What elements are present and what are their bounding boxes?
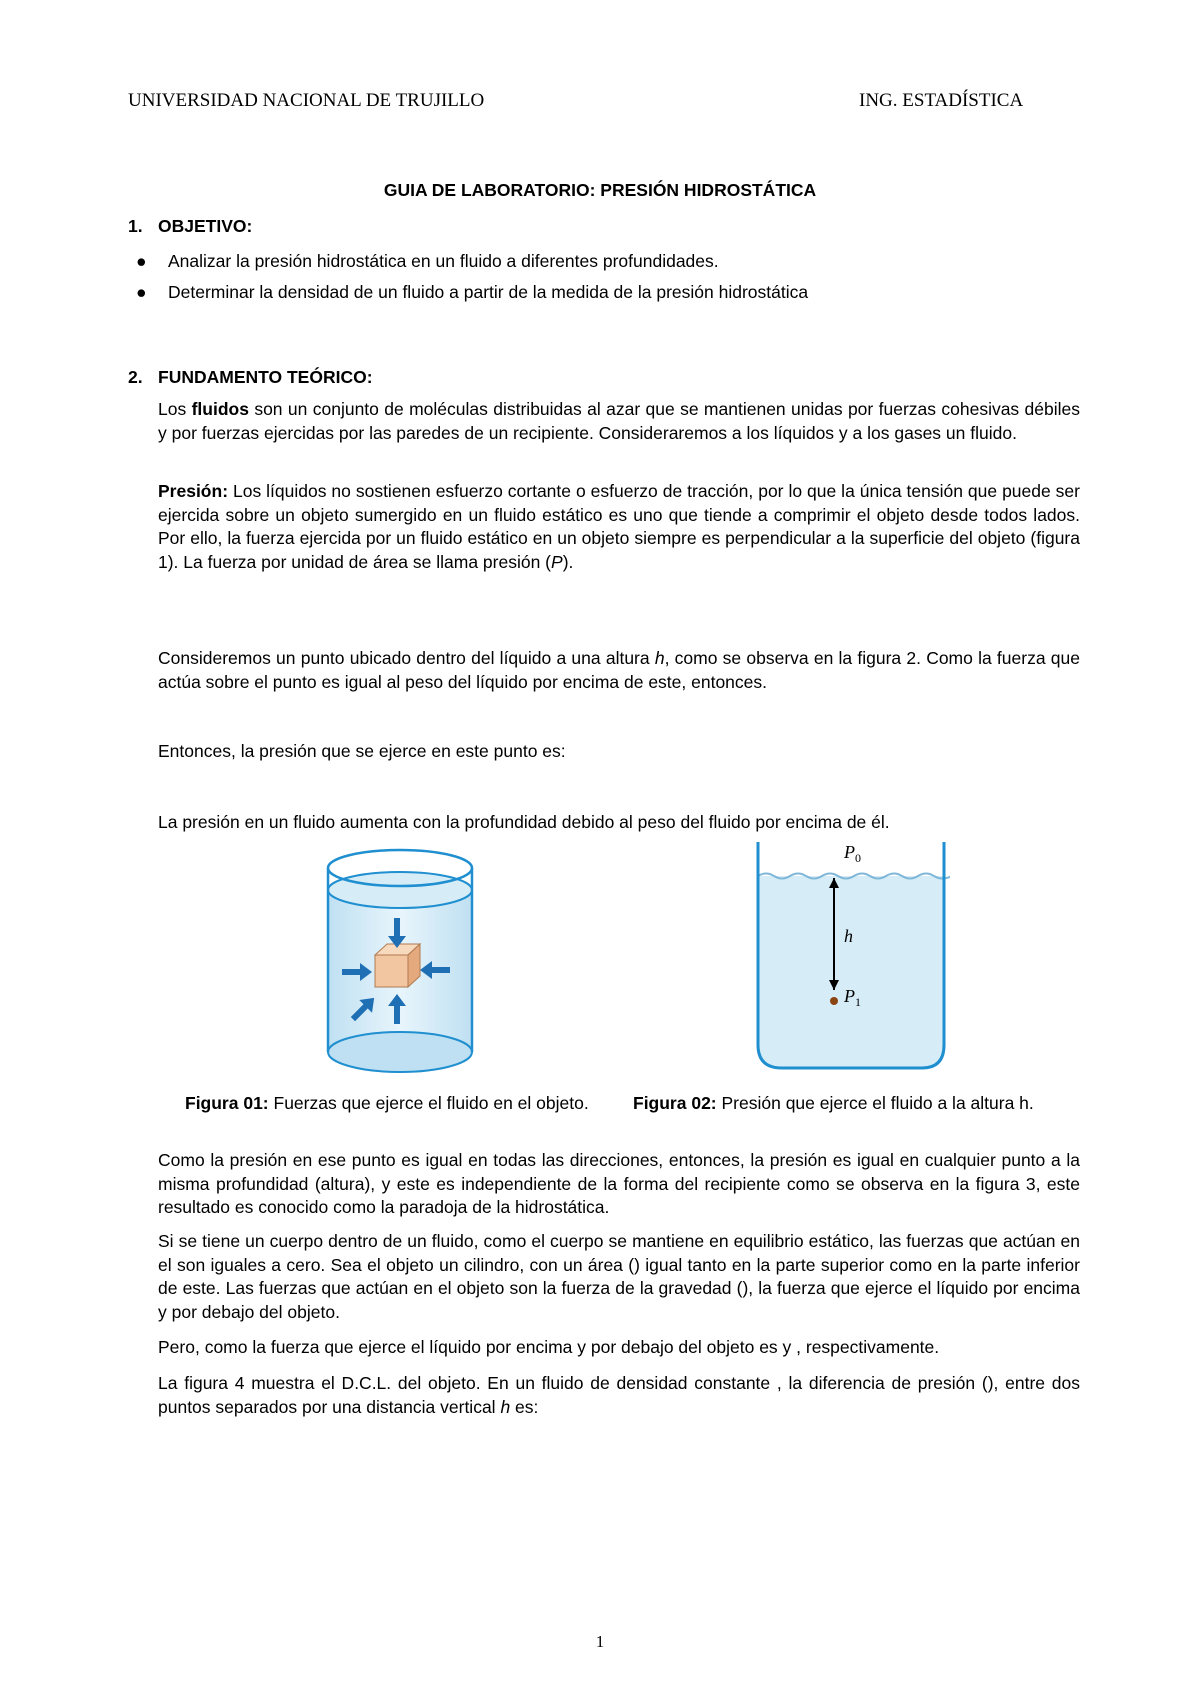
paragraph-altura: Consideremos un punto ubicado dentro del líquido a una altura h, como se observa en la figura 2. Como la fuerza que actúa sobre el punto es igual al peso del líquido por encima de este, entonces. bbox=[158, 648, 1080, 692]
header-program: ING. ESTADÍSTICA bbox=[859, 90, 1024, 111]
section-fundamento-heading bbox=[128, 367, 373, 388]
arrow-bottom bbox=[394, 1004, 400, 1024]
arrow-right bbox=[430, 967, 450, 973]
paragraph-fuerzas: Pero, como la fuerza que ejerce el líquido por encima y por debajo del objeto es y , respectivamente. bbox=[158, 1337, 940, 1357]
header-institution: UNIVERSIDAD NACIONAL DE TRUJILLO bbox=[128, 90, 485, 111]
paragraph-presion-punto: Entonces, la presión que se ejerce en este punto es: bbox=[158, 741, 566, 761]
arrow-top bbox=[394, 918, 400, 938]
page-title: GUIA DE LABORATORIO: PRESIÓN HIDROSTÁTICA bbox=[383, 180, 817, 200]
paragraph-paradoja: Como la presión en ese punto es igual en todas las direcciones, entonces, la presión es igual en cualquier punto a la misma profundidad (altura), y este es independiente de la forma del recipiente como se observa en la figura 3, este resultado es conocido como la paradoja de la hidrostática. bbox=[158, 1150, 1080, 1217]
section-objetivo-heading bbox=[128, 216, 252, 237]
cylinder-bottom bbox=[328, 1032, 472, 1072]
paragraph-equilibrio: Si se tiene un cuerpo dentro de un fluido, como el cuerpo se mantiene en equilibrio estático, las fuerzas que actúan en el son iguales a cero. Sea el objeto un cilindro, con un área () igual tanto en la parte superior como en la parte inferior de este. Las fuerzas que actúan en el objeto son la fuerza de la gravedad (), la fuerza que ejerce el líquido por encima y por debajo del objeto. bbox=[158, 1231, 1080, 1322]
figure-01-caption: Figura 01: Fuerzas que ejerce el fluido en el objeto. bbox=[185, 1093, 589, 1113]
submerged-cube bbox=[375, 944, 420, 987]
point-p1 bbox=[830, 997, 838, 1005]
paragraph-presion: Presión: Los líquidos no sostienen esfuerzo cortante o esfuerzo de tracción, por lo que la única tensión que puede ser ejercida sobre un objeto sumergido en un fluido estático es uno que tiende a comprimir el objeto desde todos lados. Por ello, la fuerza ejercida por un fluido estático en un objeto siempre es perpendicular a la superficie del objeto (figura 1). La fuerza por unidad de área se llama presión (P). bbox=[158, 481, 1080, 572]
water-body bbox=[758, 876, 944, 1068]
section-number: 1. bbox=[128, 216, 143, 236]
list-item: ● Analizar la presión hidrostática en un fluido a diferentes profundidades. bbox=[136, 251, 719, 271]
bullet-icon: ● bbox=[136, 251, 147, 271]
figure-02-caption: Figura 02: Presión que ejerce el fluido a la altura h. bbox=[633, 1093, 1034, 1113]
label-p0: $P_0$ bbox=[844, 842, 861, 865]
paragraph-profundidad: La presión en un fluido aumenta con la profundidad debido al peso del fluido por encima de él. bbox=[158, 812, 890, 832]
page-number: 1 bbox=[595, 1632, 605, 1651]
label-h: h bbox=[844, 926, 853, 946]
arrow-left bbox=[342, 969, 362, 975]
list-item: ● Determinar la densidad de un fluido a partir de la medida de la presión hidrostática bbox=[136, 282, 809, 302]
paragraph-dcl: La figura 4 muestra el D.C.L. del objeto. En un fluido de densidad constante , la diferencia de presión (), entre dos puntos separados por una distancia vertical h es: bbox=[158, 1373, 1080, 1417]
figure-01-cylinder bbox=[320, 840, 480, 1080]
figure-02-container bbox=[750, 840, 950, 1080]
label-p1: $P_1$ bbox=[844, 986, 861, 1009]
bullet-icon: ● bbox=[136, 282, 147, 302]
paragraph-fluidos: Los fluidos son un conjunto de moléculas distribuidas al azar que se mantienen unidas por fuerzas cohesivas débiles y por fuerzas ejercidas por las paredes de un recipiente. Consideraremos a los líquidos y a los gases un fluido. bbox=[158, 399, 1081, 443]
section-number: 2. bbox=[128, 367, 143, 387]
water-surface bbox=[328, 872, 472, 908]
section-title: OBJETIVO: bbox=[158, 216, 253, 236]
section-title: FUNDAMENTO TEÓRICO: bbox=[158, 367, 373, 387]
